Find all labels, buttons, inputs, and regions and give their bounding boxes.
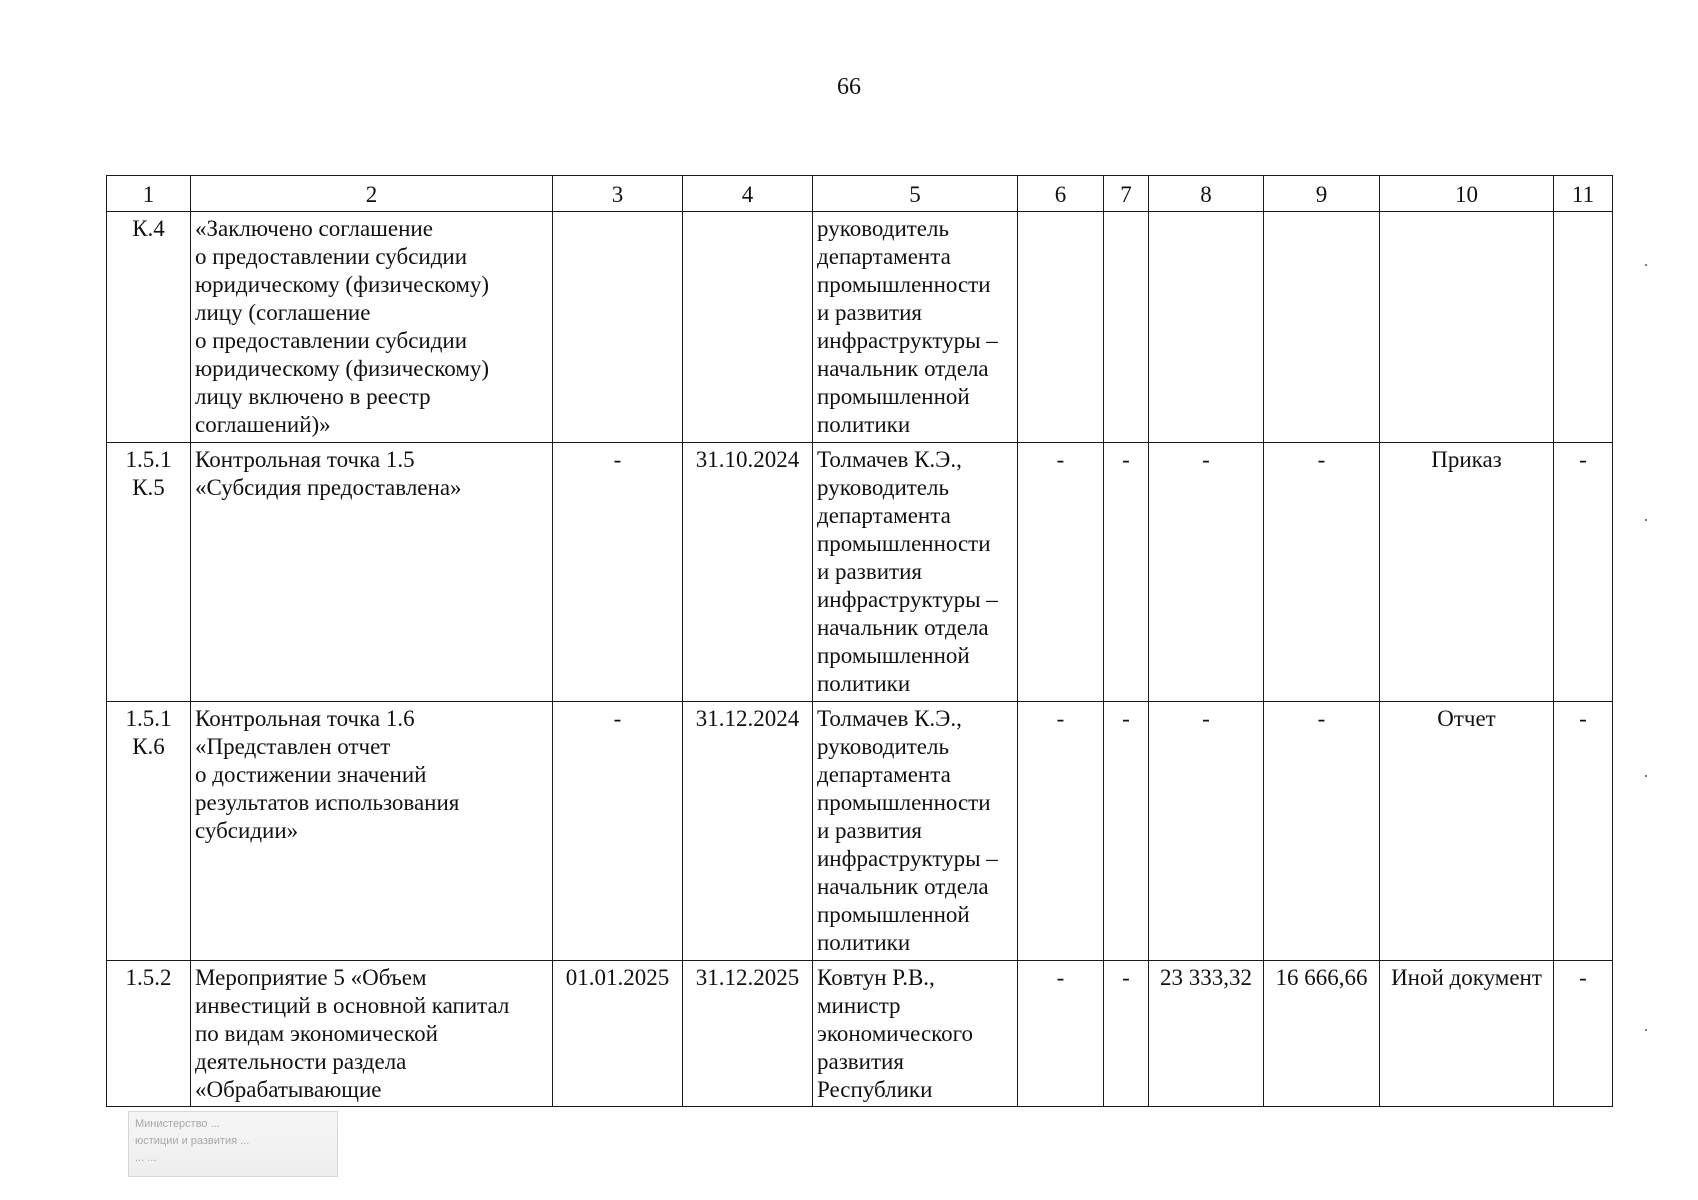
cell-responsible: Толмачев К.Э., руководитель департамента промышленности и развития инфраструктуры – начальник отдела промышленной политики xyxy=(813,443,1018,702)
cell-col8: 23 333,32 xyxy=(1149,961,1264,1107)
cell-col7: - xyxy=(1104,702,1149,961)
cell-number: 1.5.2 xyxy=(107,961,191,1107)
scan-speck xyxy=(1645,264,1647,266)
cell-number: 1.5.1 К.5 xyxy=(107,443,191,702)
cell-responsible: Ковтун Р.В., министр экономического развития Республики xyxy=(813,961,1018,1107)
column-header: 9 xyxy=(1264,176,1380,212)
cell-col7: - xyxy=(1104,961,1149,1107)
cell-start-date: - xyxy=(553,702,683,961)
cell-col6: - xyxy=(1018,961,1104,1107)
cell-number: К.4 xyxy=(107,212,191,443)
cell-name: Контрольная точка 1.5 «Субсидия предоставлена» xyxy=(191,443,553,702)
cell-document-type: Иной документ xyxy=(1380,961,1554,1107)
cell-col9: 16 666,66 xyxy=(1264,961,1380,1107)
cell-col11 xyxy=(1554,212,1613,443)
cell-name: «Заключено соглашение о предоставлении субсидии юридическому (физическому) лицу (соглашение о предоставлении субсидии юридическому (физическому) лицу включено в реестр соглашений)» xyxy=(191,212,553,443)
column-header: 2 xyxy=(191,176,553,212)
column-header: 7 xyxy=(1104,176,1149,212)
cell-end-date: 31.12.2024 xyxy=(683,702,813,961)
cell-col6: - xyxy=(1018,443,1104,702)
table-row xyxy=(107,961,1613,1107)
cell-col8 xyxy=(1149,212,1264,443)
cell-name: Мероприятие 5 «Объем инвестиций в основной капитал по видам экономической деятельности раздела «Обрабатывающие xyxy=(191,961,553,1107)
column-header: 1 xyxy=(107,176,191,212)
cell-responsible: Толмачев К.Э., руководитель департамента промышленности и развития инфраструктуры – начальник отдела промышленной политики xyxy=(813,702,1018,961)
table-header-row xyxy=(107,176,1613,212)
cell-col11: - xyxy=(1554,443,1613,702)
table-row xyxy=(107,443,1613,702)
column-header: 8 xyxy=(1149,176,1264,212)
column-header: 6 xyxy=(1018,176,1104,212)
cell-col7: - xyxy=(1104,443,1149,702)
table-row xyxy=(107,702,1613,961)
cell-end-date: 31.12.2025 xyxy=(683,961,813,1107)
stamp-line: Министерство ... xyxy=(135,1118,220,1130)
scan-speck xyxy=(1645,1029,1647,1031)
column-header: 3 xyxy=(553,176,683,212)
cell-name: Контрольная точка 1.6 «Представлен отчет о достижении значений результатов использования субсидии» xyxy=(191,702,553,961)
column-header: 10 xyxy=(1380,176,1554,212)
cell-col7 xyxy=(1104,212,1149,443)
cell-end-date: 31.10.2024 xyxy=(683,443,813,702)
faded-stamp xyxy=(128,1111,338,1177)
cell-start-date: - xyxy=(553,443,683,702)
page-number: 66 xyxy=(837,74,861,100)
cell-col9 xyxy=(1264,212,1380,443)
column-header: 4 xyxy=(683,176,813,212)
stamp-line: юстиции и развития ... xyxy=(135,1135,250,1147)
cell-responsible: руководитель департамента промышленности и развития инфраструктуры – начальник отдела промышленной политики xyxy=(813,212,1018,443)
stamp-line: ... ... xyxy=(135,1152,157,1164)
cell-start-date: 01.01.2025 xyxy=(553,961,683,1107)
scan-speck xyxy=(1645,519,1647,521)
column-header: 11 xyxy=(1554,176,1613,212)
cell-col8: - xyxy=(1149,702,1264,961)
cell-number: 1.5.1 К.6 xyxy=(107,702,191,961)
cell-document-type: Отчет xyxy=(1380,702,1554,961)
table-row xyxy=(107,212,1613,443)
cell-document-type xyxy=(1380,212,1554,443)
cell-col11: - xyxy=(1554,961,1613,1107)
scan-speck xyxy=(1645,775,1647,777)
cell-col11: - xyxy=(1554,702,1613,961)
cell-col6 xyxy=(1018,212,1104,443)
cell-end-date xyxy=(683,212,813,443)
cell-start-date xyxy=(553,212,683,443)
cell-col9: - xyxy=(1264,702,1380,961)
activity-plan-table xyxy=(106,175,1613,1107)
cell-col6: - xyxy=(1018,702,1104,961)
cell-col8: - xyxy=(1149,443,1264,702)
cell-col9: - xyxy=(1264,443,1380,702)
cell-document-type: Приказ xyxy=(1380,443,1554,702)
column-header: 5 xyxy=(813,176,1018,212)
